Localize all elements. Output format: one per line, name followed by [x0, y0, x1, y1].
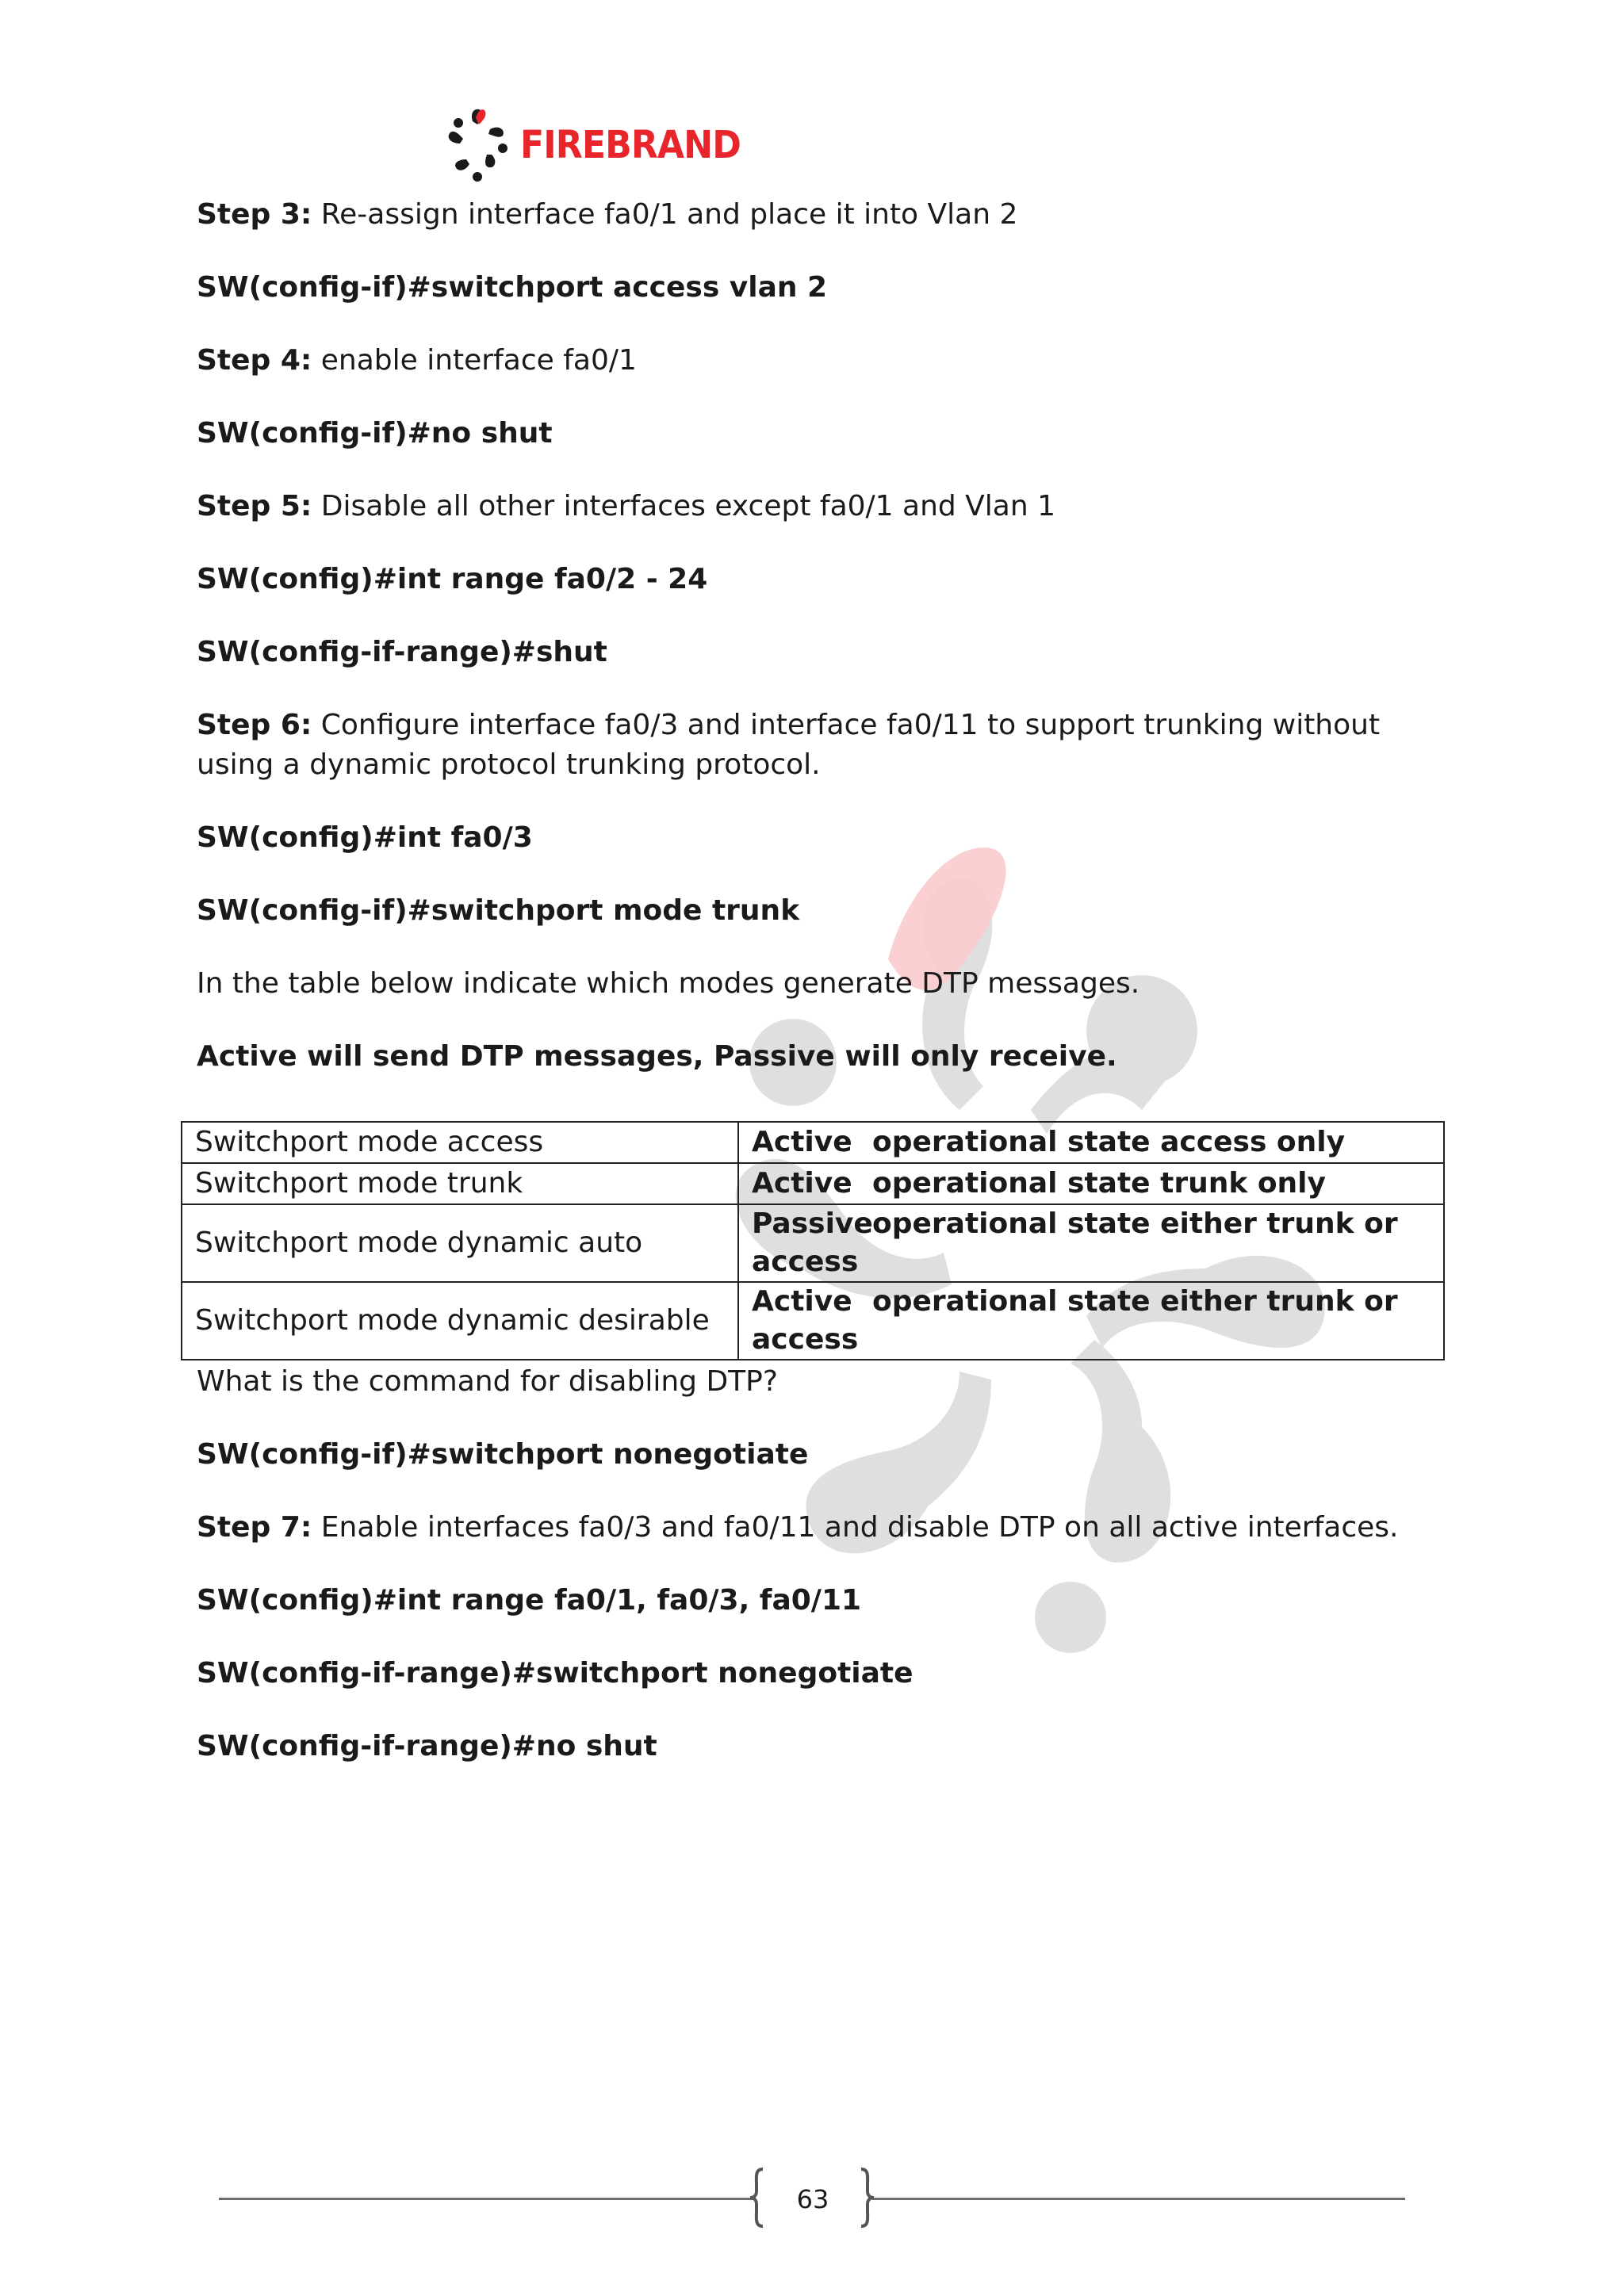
state-cell	[738, 1282, 1444, 1360]
command-line: SW(config-if)#switchport mode trunk	[197, 894, 800, 927]
state-description: operational state either trunk or access	[752, 1285, 1398, 1356]
state-description: operational state access only	[872, 1126, 1346, 1158]
question-text: What is the command for disabling DTP?	[197, 1365, 778, 1398]
step-4	[197, 341, 1450, 381]
step-label: Step 4:	[197, 344, 312, 377]
table-row	[182, 1163, 1444, 1204]
state-cell	[738, 1122, 1444, 1163]
step-text: Configure interface fa0/3 and interface fa0/11 to support trunking without using a dynamic protocol trunking protocol.	[197, 709, 1381, 781]
dtp-state: Active	[752, 1285, 852, 1318]
command-line: SW(config-if-range)#shut	[197, 636, 607, 668]
page-number: 63	[796, 2184, 829, 2214]
step-5	[197, 487, 1450, 526]
footer-rule-right	[872, 2198, 1405, 2200]
table-row	[182, 1282, 1444, 1360]
step-6	[197, 706, 1450, 785]
mode-cell: Switchport mode dynamic auto	[182, 1204, 738, 1282]
right-brace-icon	[858, 2166, 875, 2229]
mode-cell: Switchport mode dynamic desirable	[182, 1282, 738, 1360]
table-row	[182, 1122, 1444, 1163]
step-label: Step 7:	[197, 1511, 312, 1544]
command-line: SW(config-if-range)#switchport nonegotiate	[197, 1657, 914, 1689]
command-line: SW(config)#int range fa0/1, fa0/3, fa0/11	[197, 1584, 862, 1617]
state-description: operational state trunk only	[872, 1167, 1326, 1200]
step-text: enable interface fa0/1	[312, 344, 637, 377]
command-line: SW(config-if)#switchport nonegotiate	[197, 1438, 809, 1471]
state-cell	[738, 1204, 1444, 1282]
mode-cell: Switchport mode access	[182, 1122, 738, 1163]
footer-rule-left	[219, 2198, 753, 2200]
dtp-state: Passive	[752, 1207, 873, 1240]
step-7	[197, 1508, 1450, 1548]
left-brace-icon	[749, 2166, 766, 2229]
state-cell	[738, 1163, 1444, 1204]
mode-cell: Switchport mode trunk	[182, 1163, 738, 1204]
step-label: Step 6:	[197, 709, 312, 741]
step-text: Disable all other interfaces except fa0/1 and Vlan 1	[312, 490, 1056, 522]
table-intro: In the table below indicate which modes generate DTP messages.	[197, 967, 1140, 1000]
answer-text: Active will send DTP messages, Passive will only receive.	[197, 1040, 1117, 1073]
lower-body	[197, 1362, 1450, 1800]
step-label: Step 3:	[197, 198, 312, 231]
dtp-modes-table	[181, 1121, 1445, 1360]
command-line: SW(config-if)#switchport access vlan 2	[197, 271, 828, 304]
step-label: Step 5:	[197, 490, 312, 522]
table-row	[182, 1204, 1444, 1282]
step-3	[197, 195, 1450, 235]
brand-name: FIREBRAND	[520, 123, 741, 167]
command-line: SW(config-if)#no shut	[197, 417, 553, 450]
dtp-state: Active	[752, 1167, 852, 1200]
command-line: SW(config-if-range)#no shut	[197, 1730, 657, 1762]
step-text: Enable interfaces fa0/3 and fa0/11 and disable DTP on all active interfaces.	[312, 1511, 1399, 1544]
firebrand-logo-icon	[441, 105, 515, 185]
document-body	[197, 195, 1450, 1110]
command-line: SW(config)#int fa0/3	[197, 821, 533, 854]
dtp-state: Active	[752, 1126, 852, 1158]
state-description: operational state either trunk or access	[752, 1207, 1398, 1278]
command-line: SW(config)#int range fa0/2 - 24	[197, 563, 708, 595]
step-text: Re-assign interface fa0/1 and place it into Vlan 2	[312, 198, 1018, 231]
firebrand-logo	[441, 101, 760, 189]
